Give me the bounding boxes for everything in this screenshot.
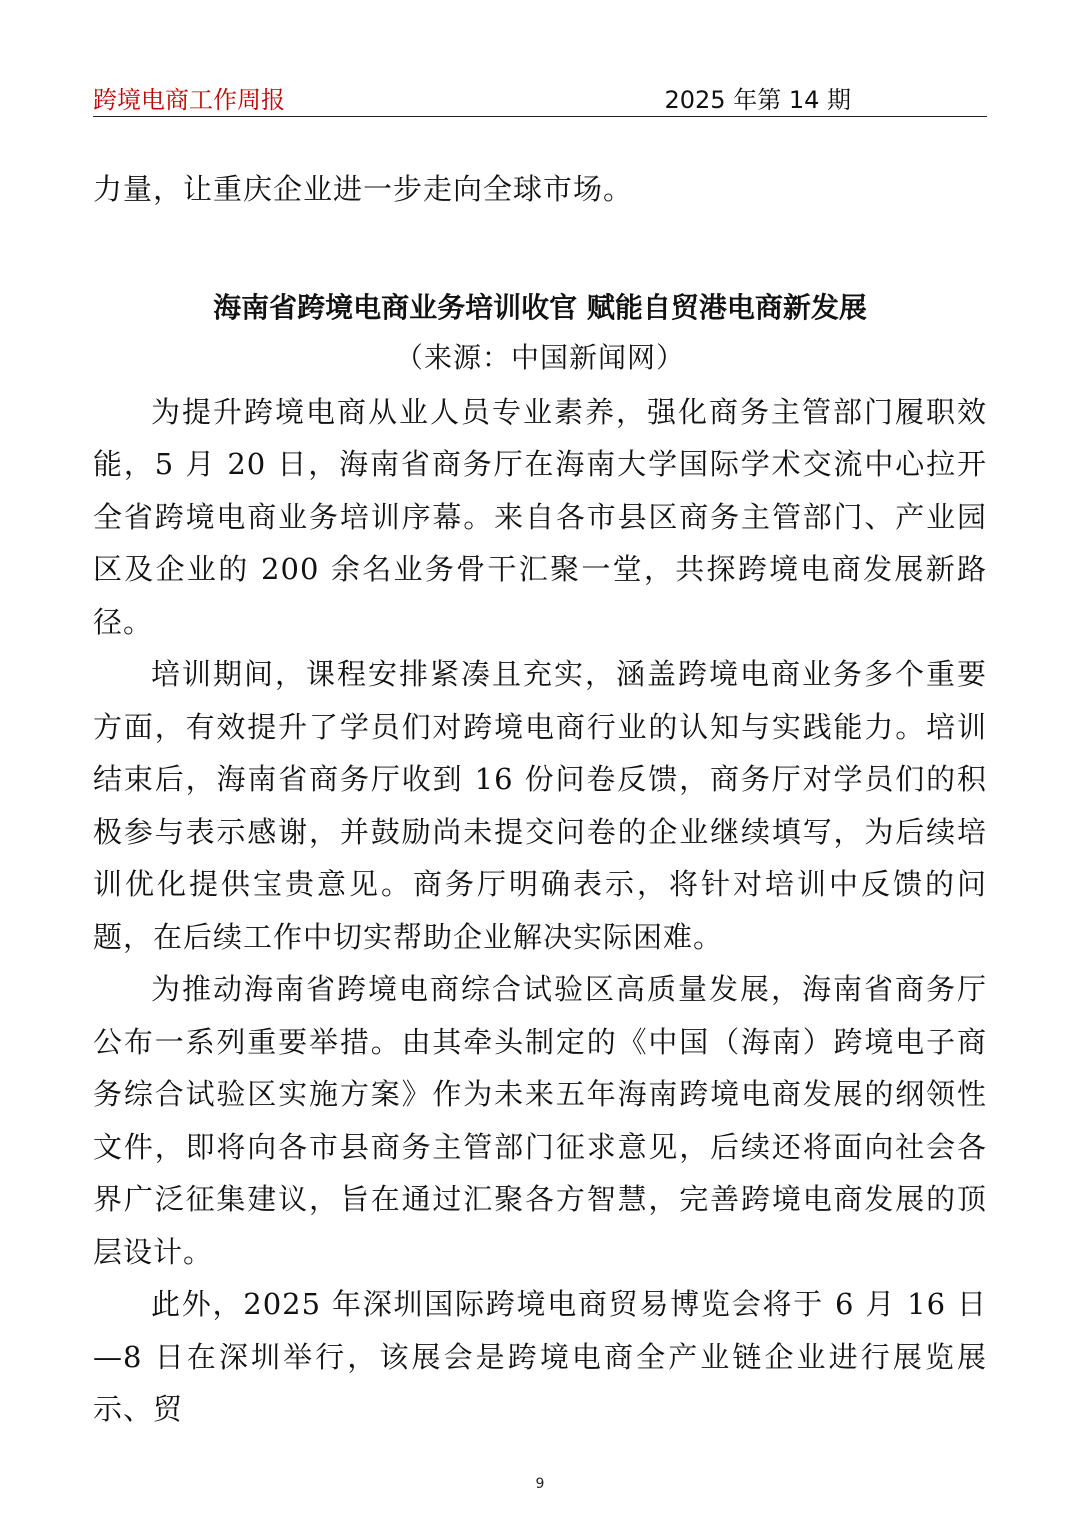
body-paragraph: 此外，2025 年深圳国际跨境电商贸易博览会将于 6 月 16 日—8 日在深圳举行，该展会是跨境电商全产业链企业进行展览展示、贸 [93, 1287, 987, 1426]
continuation-paragraph: 力量，让重庆企业进一步走向全球市场。 [93, 172, 634, 206]
body-paragraph: 为提升跨境电商从业人员专业素养，强化商务主管部门履职效能，5 月 20 日，海南省商务厅在海南大学国际学术交流中心拉开全省跨境电商业务培训序幕。来自各市县区商务主管部门、产业园区及企业的 200 余名业务骨干汇聚一堂，共探跨境电商发展新路径。 [93, 394, 987, 639]
running-header [93, 78, 987, 117]
page-number: 9 [535, 1476, 545, 1492]
body-paragraph: 培训期间，课程安排紧凑且充实，涵盖跨境电商业务多个重要方面，有效提升了学员们对跨境电商行业的认知与实践能力。培训结束后，海南省商务厅收到 16 份问卷反馈，商务厅对学员们的积极参与表示感谢，并鼓励尚未提交问卷的企业继续填写，为后续培训优化提供宝贵意见。商务厅明确表示，将针对培训中反馈的问题，在后续工作中切实帮助企业解决实际困难。 [93, 657, 987, 954]
article-source: （来源：中国新闻网） [394, 340, 685, 374]
publication-title: 跨境电商工作周报 [93, 86, 285, 114]
issue-number: 2025 年第 14 期 [664, 86, 851, 114]
article-title: 海南省跨境电商业务培训收官 赋能自贸港电商新发展 [213, 290, 867, 324]
page-body [93, 163, 987, 1436]
body-paragraph: 为推动海南省跨境电商综合试验区高质量发展，海南省商务厅公布一系列重要举措。由其牵头制定的《中国（海南）跨境电子商务综合试验区实施方案》作为未来五年海南跨境电商发展的纲领性文件，即将向各市县商务主管部门征求意见，后续还将面向社会各界广泛征集建议，旨在通过汇聚各方智慧，完善跨境电商发展的顶层设计。 [93, 972, 987, 1269]
